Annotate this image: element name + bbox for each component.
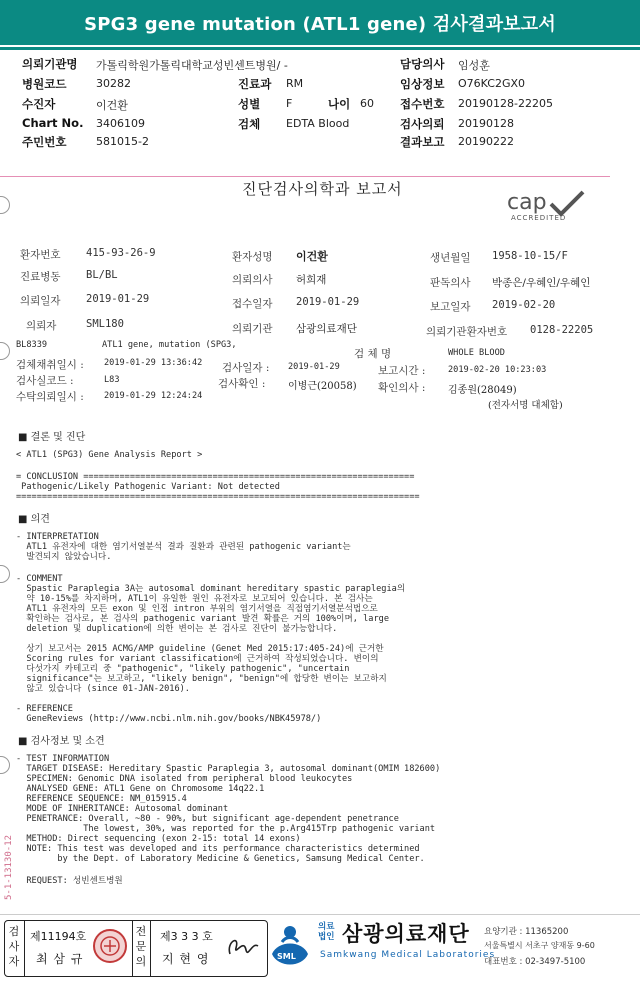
reference-head: - REFERENCE bbox=[16, 704, 73, 714]
comment-line: Scoring rules for variant classification에 근거하여 작성되었습니다. 변이의 bbox=[16, 654, 379, 664]
testinfo-line: MODE OF INHERITANCE: Autosomal dominant bbox=[16, 804, 229, 814]
patient-value: 이건환 bbox=[96, 99, 128, 112]
cap-accredited-text: ACCREDITED bbox=[511, 214, 567, 222]
confirm-value: 이병근(20058) bbox=[288, 381, 357, 392]
interpretation-line-2: 발견되지 않았습니다. bbox=[16, 552, 112, 562]
test-name: ATL1 gene, mutation (SPG3, bbox=[102, 340, 237, 350]
testinfo-line: PENETRANCE: Overall, ~80 - 90%, but significant age-dependent penetrance bbox=[16, 814, 399, 824]
org-name: 삼광의료재단 bbox=[342, 922, 470, 946]
comment-line: significance"는 보고하고, "likely benign", "benign"에 합당한 변이는 보고하지 bbox=[16, 674, 387, 684]
specialist-vertical-label: 전문의 bbox=[135, 925, 147, 968]
section-opinion-title: 의견 bbox=[30, 514, 50, 525]
confirm-doctor-value: 김종원(28049) bbox=[448, 385, 517, 396]
comment-line: 않고 있습니다 (since 01-JAN-2016). bbox=[16, 684, 190, 694]
test-request-value: 20190128 bbox=[458, 117, 514, 130]
receipt-value: 2019-01-29 12:24:24 bbox=[104, 391, 203, 401]
section-bullet-icon: ■ bbox=[18, 736, 31, 747]
testinfo-line: TARGET DISEASE: Hereditary Spastic Paraplegia 3, autosomal dominant(OMIM 182600) bbox=[16, 764, 441, 774]
comment-line: deletion 및 duplication에 의한 변이는 본 검사로 진단이 불가능합니다. bbox=[16, 624, 338, 634]
testinfo-line: - TEST INFORMATION bbox=[16, 754, 110, 764]
section-info-title: 검사정보 및 소견 bbox=[30, 736, 105, 747]
patient-name-label: 환자성명 bbox=[232, 251, 273, 263]
sml-badge: SML bbox=[277, 952, 296, 961]
testinfo-line: by the Dept. of Laboratory Medicine & Genetics, Samsung Medical Center. bbox=[16, 854, 425, 864]
comment-line: Spastic Paraplegia 3A는 autosomal dominant hereditary spastic paraplegia의 bbox=[16, 584, 406, 594]
age-value: 60 bbox=[360, 97, 374, 110]
req-doctor-label: 의뢰의사 bbox=[232, 274, 273, 286]
gene-report-title: < ATL1 (SPG3) Gene Analysis Report > bbox=[16, 450, 203, 460]
collect-label: 검체채취일시 : bbox=[16, 359, 84, 371]
resident-no-value: 581015-2 bbox=[96, 135, 149, 148]
examiner-license: 제11194호 bbox=[30, 930, 87, 943]
report-time-label: 보고시간 : bbox=[378, 365, 426, 377]
comment-head: - COMMENT bbox=[16, 574, 63, 584]
request-line: REQUEST: 성빈센트병원 bbox=[16, 876, 123, 886]
req-inst-value: 삼광의료재단 bbox=[296, 323, 357, 335]
obs-doctor-label: 판독의사 bbox=[430, 277, 471, 289]
section-result-title: 결론 및 진단 bbox=[30, 432, 86, 443]
interpretation-head: - INTERPRETATION bbox=[16, 532, 99, 542]
section-info-heading bbox=[18, 732, 105, 747]
report-date-value: 2019-02-20 bbox=[492, 299, 556, 311]
specialist-name: 지 현 영 bbox=[162, 952, 210, 966]
testinfo-line: METHOD: Direct sequencing (exon 2-15: total 14 exons) bbox=[16, 834, 301, 844]
requester-label: 의뢰자 bbox=[26, 320, 57, 332]
specialist-license: 제3 3 3 호 bbox=[160, 930, 213, 943]
org-english-name: Samkwang Medical Laboratories bbox=[320, 950, 496, 960]
specimen-value: EDTA Blood bbox=[286, 117, 350, 130]
cap-accredited-logo bbox=[505, 190, 585, 226]
report-top-line bbox=[0, 176, 610, 177]
testinfo-line: REFERENCE SEQUENCE: NM_015915.4 bbox=[16, 794, 187, 804]
exam-date-value: 2019-01-29 bbox=[288, 362, 340, 372]
conclusion-head: = CONCLUSION ================================================================ bbox=[16, 472, 415, 482]
testinfo-line: NOTE: This test was developed and its performance characteristics determined bbox=[16, 844, 420, 854]
signature-icon bbox=[222, 928, 262, 964]
receipt-no-label: 접수번호 bbox=[400, 97, 445, 111]
req-inst-label: 의뢰기관 bbox=[232, 323, 273, 335]
conclusion-rule: ============================================================================== bbox=[16, 492, 420, 502]
result-report-value: 20190222 bbox=[458, 135, 514, 148]
room-value: L83 bbox=[104, 375, 120, 385]
comment-line: 확인하는 검사로, 본 검사의 pathogenic variant 발견 확률은 거의 100%이며, large bbox=[16, 614, 389, 624]
org-phone: 대표번호 : 02-3497-5100 bbox=[484, 957, 586, 967]
org-address: 서울특별시 서초구 양재동 9-60 bbox=[484, 941, 595, 950]
hospital-code-value: 30282 bbox=[96, 77, 131, 90]
dept-label: 진료과 bbox=[238, 77, 272, 91]
receipt-label: 수탁의뢰일시 : bbox=[16, 391, 84, 403]
examiner-vertical-label: 검사자 bbox=[8, 925, 20, 968]
exam-date-label: 검사일자 : bbox=[222, 362, 270, 374]
ward-label: 진료병동 bbox=[20, 271, 61, 283]
room-label: 검사실코드 : bbox=[16, 375, 74, 387]
recv-date-value: 2019-01-29 bbox=[296, 296, 360, 308]
comment-line: 다섯가지 카테고리 중 "pathogenic", "likely pathogenic", "uncertain bbox=[16, 664, 350, 674]
report-time-value: 2019-02-20 10:23:03 bbox=[448, 365, 547, 375]
specimen-name-value: WHOLE BLOOD bbox=[448, 348, 505, 358]
comment-line: ATL1 유전자의 모든 exon 및 인접 intron 부위의 염기서열을 직접염기서열분석법으로 bbox=[16, 604, 378, 614]
req-inst-no-label: 의뢰기관환자번호 bbox=[426, 326, 508, 338]
result-report-label: 결과보고 bbox=[400, 135, 445, 149]
patient-label: 수진자 bbox=[22, 97, 56, 111]
doctor-label: 담당의사 bbox=[400, 57, 445, 71]
sig-divider bbox=[132, 920, 133, 977]
section-bullet-icon: ■ bbox=[18, 514, 31, 525]
section-bullet-icon: ■ bbox=[18, 432, 31, 443]
ward-value: BL/BL bbox=[86, 269, 118, 281]
testinfo-line: ANALYSED GENE: ATL1 Gene on Chromosome 14q22.1 bbox=[16, 784, 265, 794]
testinfo-line: The lowest, 30%, was reported for the p.Arg415Trp pathogenic variant bbox=[16, 824, 436, 834]
org-legal-type: 의료법인 bbox=[318, 922, 335, 942]
sml-logo-icon bbox=[268, 918, 312, 970]
confirm-doctor-label: 확인의사 : bbox=[378, 382, 426, 394]
req-doctor-value: 허희재 bbox=[296, 274, 327, 286]
dob-value: 1958-10-15/F bbox=[492, 250, 568, 262]
patient-no-value: 415-93-26-9 bbox=[86, 247, 156, 259]
obs-doctor-value: 박종은/우혜인/우혜인 bbox=[492, 277, 591, 289]
test-code: BL8339 bbox=[16, 340, 48, 350]
cap-logo-text: cap bbox=[507, 190, 547, 215]
doctor-value: 임성훈 bbox=[458, 59, 490, 72]
sig-divider bbox=[150, 920, 151, 977]
section-result-heading bbox=[18, 428, 85, 443]
patient-no-label: 환자번호 bbox=[20, 249, 61, 261]
chart-no-value: 3406109 bbox=[96, 117, 145, 130]
clinical-info-value: O76KC2GX0 bbox=[458, 77, 526, 90]
req-date-label: 의뢰일자 bbox=[20, 295, 61, 307]
interpretation-line-1: ATL1 유전자에 대한 염기서열분석 결과 질환과 관련된 pathogenic variant는 bbox=[16, 542, 351, 552]
recv-date-label: 접수일자 bbox=[232, 298, 273, 310]
requester-value: SML180 bbox=[86, 318, 124, 330]
resident-no-label: 주민번호 bbox=[22, 135, 67, 149]
test-request-label: 검사의뢰 bbox=[400, 117, 445, 131]
req-date-value: 2019-01-29 bbox=[86, 293, 150, 305]
clinical-info-label: 임상정보 bbox=[400, 77, 445, 91]
esign-note: (전자서명 대체함) bbox=[488, 400, 563, 411]
collect-value: 2019-01-29 13:36:42 bbox=[104, 358, 203, 368]
confirm-label: 검사확인 : bbox=[218, 378, 266, 390]
specimen-name-label: 검 체 명 bbox=[354, 348, 392, 360]
conclusion-text: Pathogenic/Likely Pathogenic Variant: Not detected bbox=[16, 482, 280, 492]
patient-name-value: 이건환 bbox=[296, 250, 328, 263]
sig-divider bbox=[24, 920, 25, 977]
testinfo-line: SPECIMEN: Genomic DNA isolated from peripheral blood leukocytes bbox=[16, 774, 353, 784]
seal-stamp-icon bbox=[92, 928, 128, 964]
examiner-name: 최 삼 규 bbox=[36, 952, 84, 966]
chart-no-label: Chart No. bbox=[22, 116, 84, 130]
dept-value: RM bbox=[286, 77, 304, 90]
comment-line: 상기 보고서는 2015 ACMG/AMP guideline (Genet Med 2015:17:405-24)에 근거한 bbox=[16, 644, 384, 654]
req-inst-no-value: 0128-22205 bbox=[530, 324, 594, 336]
inst-label: 의뢰기관명 bbox=[22, 57, 78, 71]
comment-line: 약 10-15%를 차지하며, ATL1이 유일한 원인 유전자로 보고되어 있습니다. 본 검사는 bbox=[16, 594, 373, 604]
specimen-label: 검체 bbox=[238, 117, 261, 131]
report-title: SPG3 gene mutation (ATL1 gene) 검사결과보고서 bbox=[0, 0, 640, 45]
report-heading: 진단검사의학과 보고서 bbox=[242, 180, 403, 198]
reference-link: GeneReviews (http://www.ncbi.nlm.nih.gov/books/NBK45978/) bbox=[16, 714, 322, 724]
sex-value: F bbox=[286, 97, 293, 110]
footer-divider bbox=[0, 914, 640, 915]
hospital-code-label: 병원코드 bbox=[22, 77, 67, 91]
side-stamp: 5-1-13130-12 bbox=[4, 834, 14, 900]
dob-label: 생년월일 bbox=[430, 252, 471, 264]
title-divider bbox=[0, 47, 640, 50]
sex-label: 성별 bbox=[238, 97, 261, 111]
age-label: 나이 bbox=[328, 97, 351, 111]
report-date-label: 보고일자 bbox=[430, 301, 471, 313]
org-code: 요양기관 : 11365200 bbox=[484, 927, 569, 937]
section-opinion-heading bbox=[18, 510, 50, 525]
inst-value: 가톨릭학원가톨릭대학교성빈센트병원/ - bbox=[96, 59, 288, 72]
receipt-no-value: 20190128-22205 bbox=[458, 97, 553, 110]
